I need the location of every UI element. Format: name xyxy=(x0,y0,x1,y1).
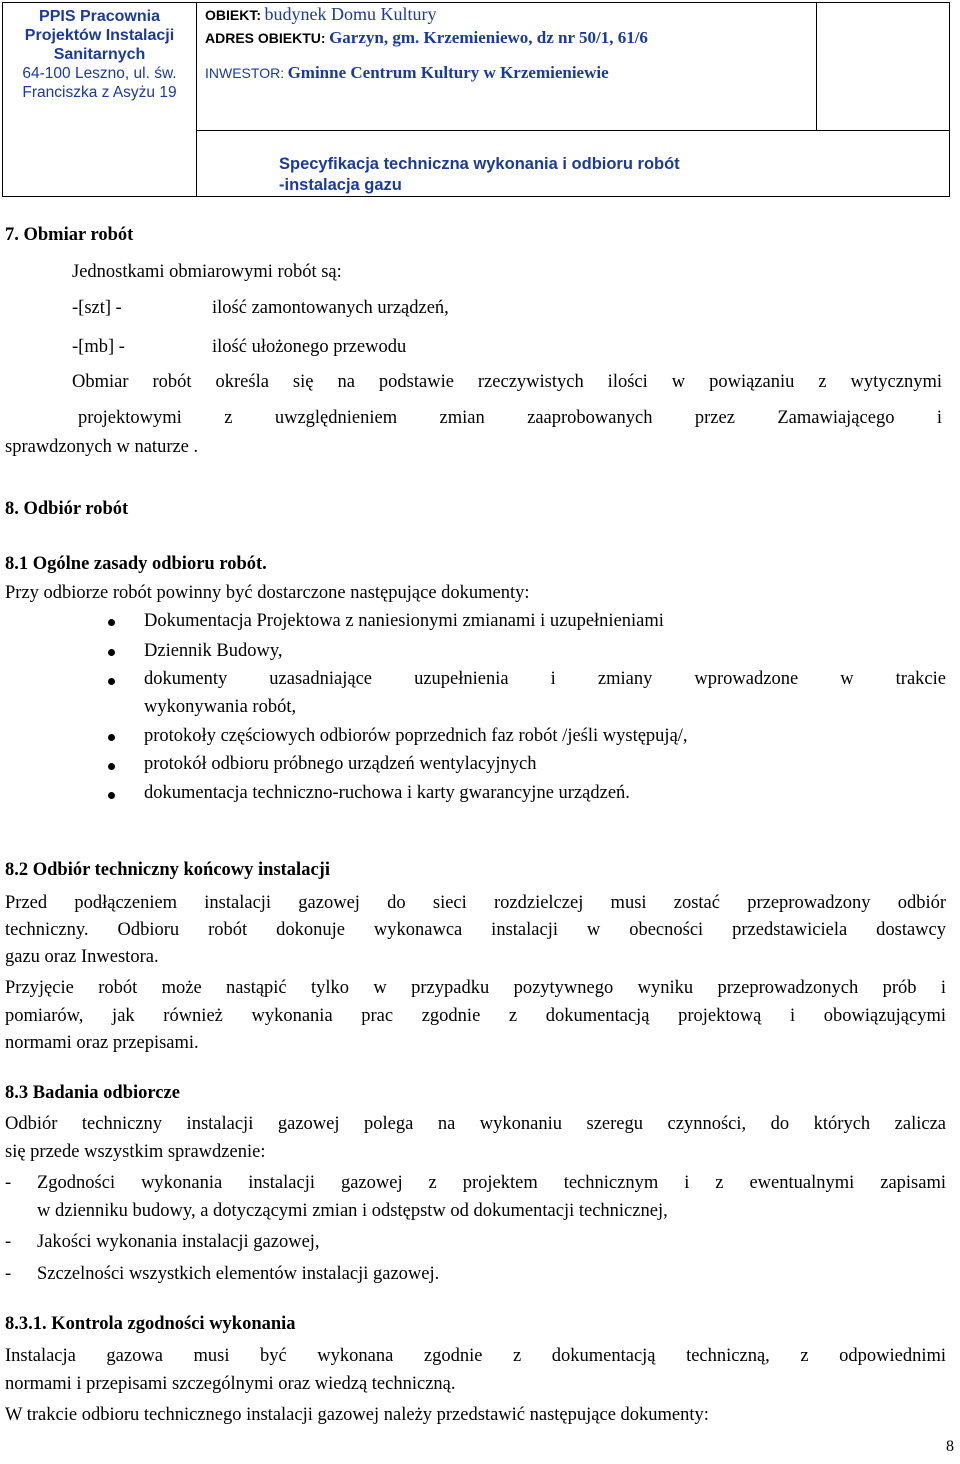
firm-info xyxy=(3,3,197,197)
measure-line-2: projektowymi z uwzględnieniem zmian zaaprobowanych przez Zamawiającego i xyxy=(78,408,942,428)
firm-address-1: 64-100 Leszno, ul. św. xyxy=(22,65,177,82)
units-intro: Jednostkami obmiarowymi robót są: xyxy=(72,262,342,282)
bullet-icon xyxy=(108,678,115,685)
section-8-3-heading: 8.3 Badania odbiorcze xyxy=(5,1083,180,1103)
object-value: budynek Domu Kultury xyxy=(264,4,437,24)
section-8-3-line-1: Odbiór techniczny instalacji gazowej polega na wykonaniu szeregu czynności, do których zalicza xyxy=(5,1114,946,1134)
list-item-continuation: wykonywania robót, xyxy=(144,697,297,717)
unit-szt-desc: ilość zamontowanych urządzeń, xyxy=(212,298,449,318)
measure-line-1: Obmiar robót określa się na podstawie rzeczywistych ilości w powiązaniu z wytycznymi xyxy=(72,372,942,392)
bullet-icon xyxy=(108,763,115,770)
list-dash: - xyxy=(5,1232,12,1252)
list-item: protokoły częściowych odbiorów poprzednich faz robót /jeśli występują/, xyxy=(144,726,688,746)
list-item-continuation: w dzienniku budowy, a dotyczącymi zmian i odstępstw od dokumentacji technicznej, xyxy=(37,1201,668,1221)
measure-line-3: sprawdzonych w naturze . xyxy=(5,437,199,457)
section-8-2-heading: 8.2 Odbiór techniczny końcowy instalacji xyxy=(5,860,330,880)
bullet-icon xyxy=(108,649,115,656)
bullet-icon xyxy=(108,619,115,626)
page-number: 8 xyxy=(946,1438,954,1455)
firm-name-3: Sanitarnych xyxy=(53,46,146,63)
list-item: Szczelności wszystkich elementów instalacji gazowej. xyxy=(37,1264,440,1284)
section-8-heading: 8. Odbiór robót xyxy=(5,499,129,519)
list-item: dokumenty uzasadniające uzupełnienia i zmiany wprowadzone w trakcie xyxy=(144,669,946,689)
section-8-3-line-2: się przede wszystkim sprawdzenie: xyxy=(5,1142,266,1162)
spec-title-line1: Specyfikacja techniczna wykonania i odbioru robót xyxy=(279,155,680,173)
section-8-2-line-2: techniczny. Odbioru robót dokonuje wykonawca instalacji w obecności przedstawiciela dostawcy xyxy=(5,920,946,940)
list-item: dokumentacja techniczno-ruchowa i karty gwarancyjne urządzeń. xyxy=(144,783,630,803)
firm-name: PPIS Pracownia xyxy=(39,8,160,25)
section-8-2-line-6: normami oraz przepisami. xyxy=(5,1033,199,1053)
section-8-1-heading: 8.1 Ogólne zasady odbioru robót. xyxy=(5,554,267,574)
list-item: protokół odbioru próbnego urządzeń wentylacyjnych xyxy=(144,754,537,774)
section-8-3-1-line-2: normami i przepisami szczególnymi oraz wiedzą techniczną. xyxy=(5,1374,456,1394)
bullet-icon xyxy=(108,792,115,799)
section-8-1-intro: Przy odbiorze robót powinny być dostarczone następujące dokumenty: xyxy=(5,583,530,603)
list-item: Dokumentacja Projektowa z naniesionymi zmianami i uzupełnieniami xyxy=(144,611,664,631)
section-8-2-line-3: gazu oraz Inwestora. xyxy=(5,947,159,967)
list-item: Zgodności wykonania instalacji gazowej z projektem technicznym i z ewentualnymi zapisami xyxy=(37,1173,946,1193)
section-8-3-1-line-3: W trakcie odbioru technicznego instalacji gazowej należy przedstawić następujące dokumenty: xyxy=(5,1405,709,1425)
section-8-3-1-line-1: Instalacja gazowa musi być wykonana zgodnie z dokumentacją techniczną, z odpowiednimi xyxy=(5,1346,946,1366)
object-label: OBIEKT: xyxy=(205,7,261,23)
header-blank-cell xyxy=(817,3,950,131)
document-header xyxy=(2,2,950,197)
investor-value: Gminne Centrum Kultury w Krzemieniewie xyxy=(287,63,609,82)
list-item: Dziennik Budowy, xyxy=(144,641,283,661)
section-8-2-line-5: pomiarów, jak również wykonania prac zgodnie z dokumentacją projektową i obowiązującymi xyxy=(5,1006,946,1026)
object-info xyxy=(197,3,817,131)
firm-address-2: Franciszka z Asyżu 19 xyxy=(22,84,177,101)
unit-mb: -[mb] - xyxy=(72,337,125,357)
spec-title-line2: -instalacja gazu xyxy=(279,176,402,194)
address-value: Garzyn, gm. Krzemieniewo, dz nr 50/1, 61/6 xyxy=(329,28,648,47)
list-item: Jakości wykonania instalacji gazowej, xyxy=(37,1232,320,1252)
section-8-2-line-1: Przed podłączeniem instalacji gazowej do sieci rozdzielczej musi zostać przeprowadzony odbiór xyxy=(5,893,946,913)
unit-mb-desc: ilość ułożonego przewodu xyxy=(212,337,407,357)
section-8-2-line-4: Przyjęcie robót może nastąpić tylko w przypadku pozytywnego wyniku przeprowadzonych prób i xyxy=(5,978,946,998)
bullet-icon xyxy=(108,734,115,741)
section-7-heading: 7. Obmiar robót xyxy=(5,225,134,245)
section-8-3-1-heading: 8.3.1. Kontrola zgodności wykonania xyxy=(5,1314,296,1334)
firm-name-2: Projektów Instalacji xyxy=(24,27,175,44)
unit-szt: -[szt] - xyxy=(72,298,122,318)
spec-title xyxy=(197,131,950,197)
list-dash: - xyxy=(5,1264,12,1284)
investor-label: INWESTOR: xyxy=(205,65,285,81)
address-label: ADRES OBIEKTU: xyxy=(205,30,326,46)
list-dash: - xyxy=(5,1173,12,1193)
